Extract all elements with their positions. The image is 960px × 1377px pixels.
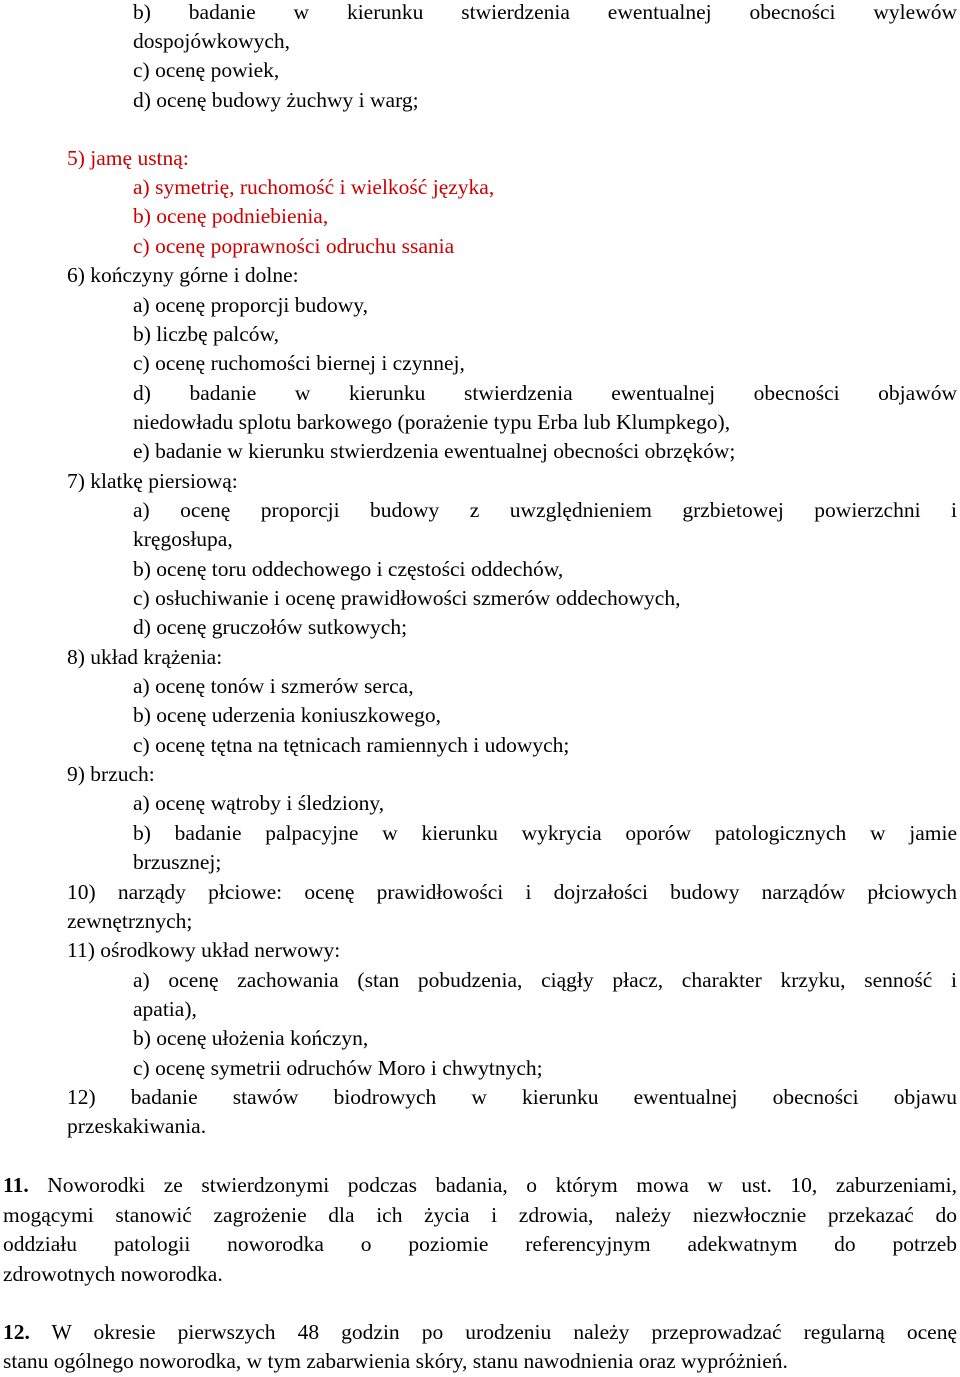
item-line: apatia), [133, 997, 197, 1021]
section-heading-12: 12) badanie stawów biodrowych w kierunku ewentualnej obecności objawu [67, 1085, 957, 1109]
item-line: a) ocenę proporcji budowy z uwzględnieniem grzbietowej powierzchni i [133, 498, 957, 522]
item-line: zewnętrznych; [67, 909, 193, 933]
item-line: przeskakiwania. [67, 1114, 207, 1138]
item-line: d) ocenę budowy żuchwy i warg; [133, 88, 419, 112]
item-line: a) ocenę proporcji budowy, [133, 293, 369, 317]
section-heading-10: 10) narządy płciowe: ocenę prawidłowości i dojrzałości budowy narządów płciowych [67, 880, 957, 904]
item-line: kręgosłupa, [133, 527, 233, 551]
paragraph-11-line: oddziału patologii noworodka o poziomie referencyjnym adekwatnym do potrzeb [3, 1232, 957, 1256]
paragraph-number: 11. [3, 1173, 29, 1197]
paragraph-11-line: mogącymi stanowić zagrożenie dla ich życia i zdrowia, należy niezwłocznie przekazać do [3, 1203, 957, 1227]
item-line: c) ocenę powiek, [133, 58, 280, 82]
item-line: niedowładu splotu barkowego (porażenie typu Erba lub Klumpkego), [133, 410, 731, 434]
paragraph-text: W okresie pierwszych 48 godzin po urodzeniu należy przeprowadzać regularną ocenę [51, 1320, 957, 1344]
item-line: a) ocenę zachowania (stan pobudzenia, ciągły płacz, charakter krzyku, senność i [133, 968, 957, 992]
section-heading-6: 6) kończyny górne i dolne: [67, 263, 299, 287]
section-heading-7: 7) klatkę piersiową: [67, 469, 238, 493]
item-line: a) ocenę wątroby i śledziony, [133, 791, 385, 815]
item-line: brzusznej; [133, 850, 222, 874]
item-line: e) badanie w kierunku stwierdzenia ewentualnej obecności obrzęków; [133, 439, 736, 463]
item-line: b) liczbę palców, [133, 322, 280, 346]
paragraph-number: 12. [3, 1320, 30, 1344]
item-line: b) ocenę ułożenia kończyn, [133, 1026, 369, 1050]
item-line: c) ocenę poprawności odruchu ssania [133, 234, 455, 258]
item-line: a) symetrię, ruchomość i wielkość języka, [133, 175, 495, 199]
section-heading-9: 9) brzuch: [67, 762, 155, 786]
item-line: c) osłuchiwanie i ocenę prawidłowości szmerów oddechowych, [133, 586, 681, 610]
item-line: b) ocenę uderzenia koniuszkowego, [133, 703, 442, 727]
item-line: d) ocenę gruczołów sutkowych; [133, 615, 408, 639]
item-line: d) badanie w kierunku stwierdzenia ewentualnej obecności objawów [133, 381, 957, 405]
paragraph-12-line [3, 1318, 957, 1347]
paragraph-11-line [3, 1171, 957, 1200]
item-line: b) badanie palpacyjne w kierunku wykrycia oporów patologicznych w jamie [133, 821, 957, 845]
paragraph-11-line: zdrowotnych noworodka. [3, 1262, 223, 1286]
section-heading-11: 11) ośrodkowy układ nerwowy: [67, 938, 341, 962]
paragraph-text: Noworodki ze stwierdzonymi podczas badania, o którym mowa w ust. 10, zaburzeniami, [47, 1173, 958, 1197]
item-line: c) ocenę symetrii odruchów Moro i chwytnych; [133, 1056, 543, 1080]
item-line: c) ocenę ruchomości biernej i czynnej, [133, 351, 465, 375]
item-line: b) badanie w kierunku stwierdzenia ewentualnej obecności wylewów [133, 0, 957, 24]
paragraph-12-line: stanu ogólnego noworodka, w tym zabarwienia skóry, stanu nawodnienia oraz wypróżnień. [3, 1349, 788, 1373]
item-line: c) ocenę tętna na tętnicach ramiennych i udowych; [133, 733, 570, 757]
section-heading-8: 8) układ krążenia: [67, 645, 223, 669]
item-line: b) ocenę toru oddechowego i częstości oddechów, [133, 557, 564, 581]
item-line: b) ocenę podniebienia, [133, 204, 329, 228]
item-line: a) ocenę tonów i szmerów serca, [133, 674, 414, 698]
section-heading-5: 5) jamę ustną: [67, 146, 189, 170]
item-line: dospojówkowych, [133, 29, 291, 53]
